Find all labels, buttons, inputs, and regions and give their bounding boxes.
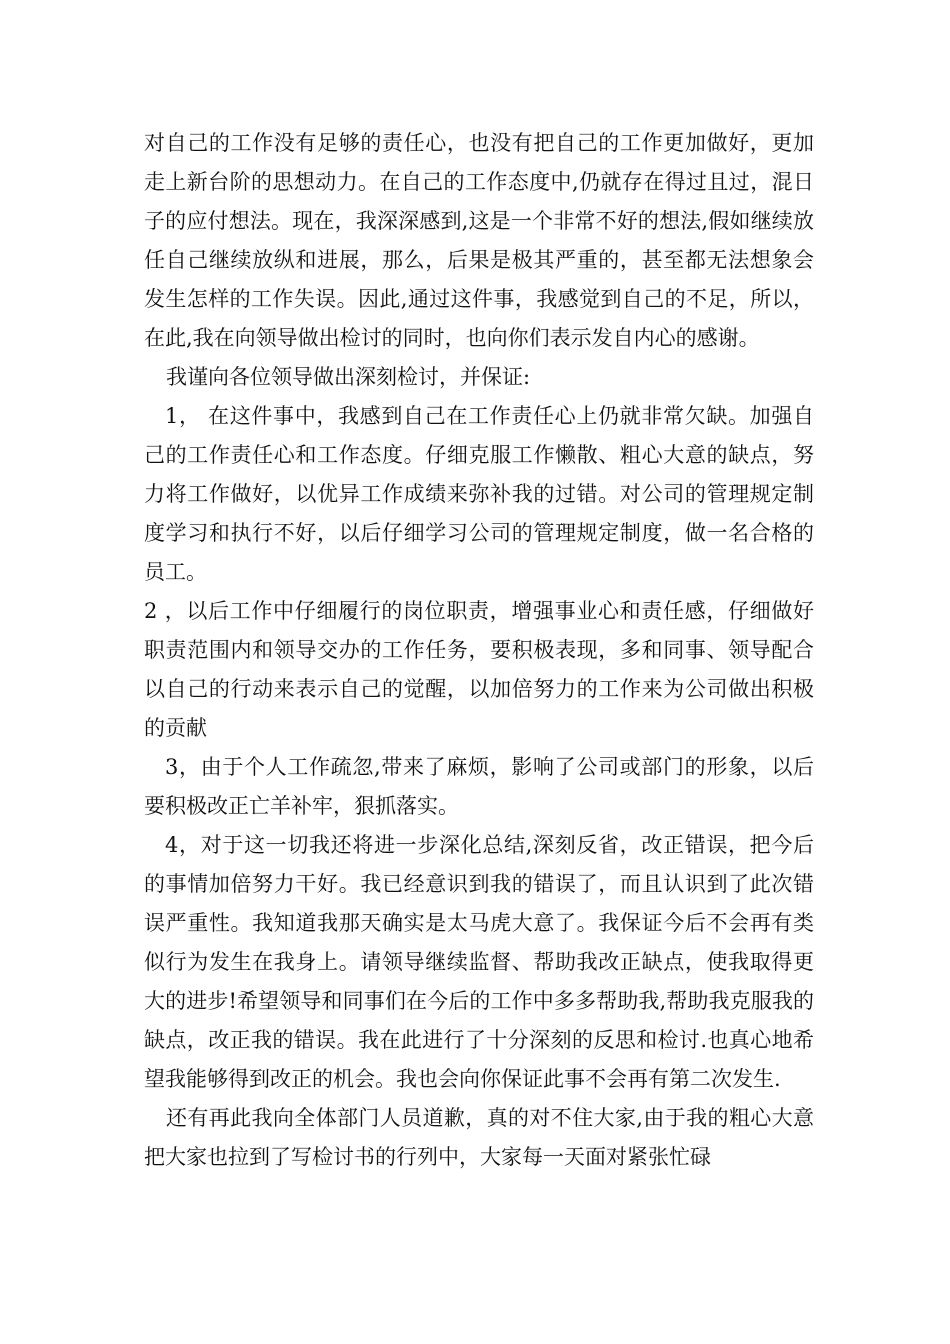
paragraph-pledge-item-4: 4，对于这一切我还将进一步深化总结,深刻反省，改正错误，把今后的事情加倍努力干好。我已经意识到我的错误了，而且认识到了此次错误严重性。我知道我那天确实是太马虎大意了。我保证今后不会再有类似行为发生在我身上。请领导继续监督、帮助我改正缺点，使我取得更大的进步!希望领导和同事们在今后的工作中多多帮助我,帮助我克服我的缺点，改正我的错误。我在此进行了十分深刻的反思和检讨.也真心地希望我能够得到改正的机会。我也会向你保证此事不会再有第二次发生. bbox=[144, 833, 814, 1091]
document-body bbox=[144, 124, 814, 1177]
paragraph-pledge-intro: 我谨向各位领导做出深刻检讨，并保证: bbox=[166, 365, 531, 389]
paragraph-responsibility: 对自己的工作没有足够的责任心，也没有把自己的工作更加做好，更加走上新台阶的思想动力。在自己的工作态度中,仍就存在得过且过，混日子的应付想法。现在，我深深感到,这是一个非常不好的想法,假如继续放任自己继续放纵和进展，那么，后果是极其严重的，甚至都无法想象会发生怎样的工作失误。因此,通过这件事，我感觉到自己的不足，所以，在此,我在向领导做出检讨的同时，也向你们表示发自内心的感谢。 bbox=[144, 131, 814, 350]
paragraph-pledge-item-1: 1， 在这件事中，我感到自己在工作责任心上仍就非常欠缺。加强自己的工作责任心和工作态度。仔细克服工作懒散、粗心大意的缺点，努力将工作做好，以优异工作成绩来弥补我的过错。对公司的管理规定制度学习和执行不好，以后仔细学习公司的管理规定制度，做一名合格的员工。 bbox=[144, 404, 814, 584]
paragraph-pledge-item-2: 2 ，以后工作中仔细履行的岗位职责，增强事业心和责任感，仔细做好职责范围内和领导交办的工作任务，要积极表现，多和同事、领导配合以自己的行动来表示自己的觉醒，以加倍努力的工作来为公司做出积极的贡献 bbox=[144, 599, 814, 740]
paragraph-pledge-item-3: 3，由于个人工作疏忽,带来了麻烦，影响了公司或部门的形象，以后要积极改正亡羊补牢，狠抓落实。 bbox=[144, 755, 814, 818]
paragraph-apology: 还有再此我向全体部门人员道歉，真的对不住大家,由于我的粗心大意把大家也拉到了写检讨书的行列中，大家每一天面对紧张忙碌 bbox=[144, 1106, 814, 1169]
